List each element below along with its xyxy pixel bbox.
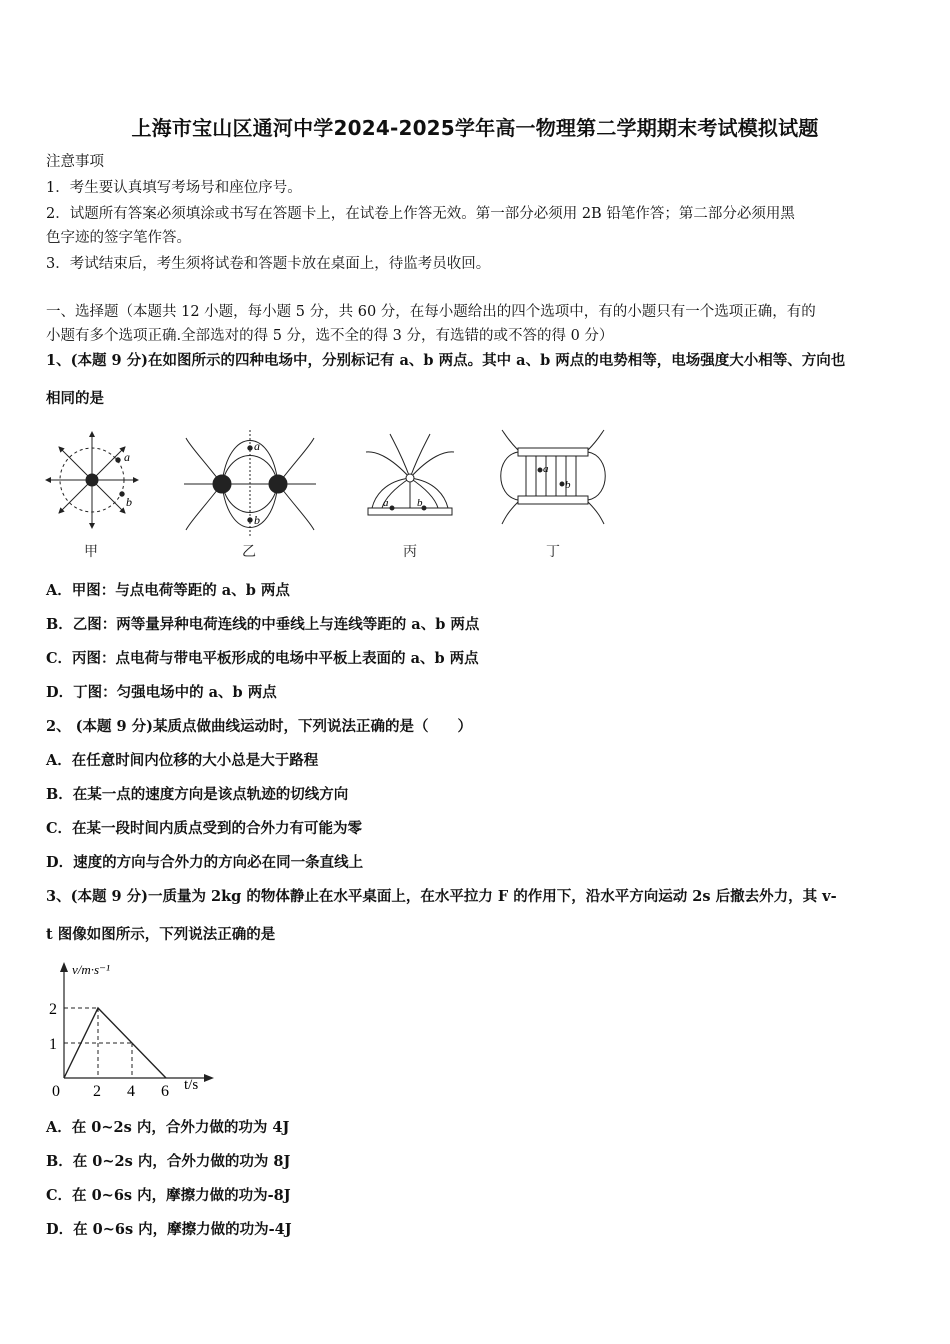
- page-title: 上海市宝山区通河中学2024-2025学年高一物理第二学期期末考试模拟试题: [131, 116, 819, 140]
- figure-label-bing: 丙: [403, 544, 417, 560]
- y-axis-arrow: [60, 962, 68, 972]
- q3-option-c: C．在 0~6s 内，摩擦力做的功为-8J: [46, 1187, 291, 1204]
- section-heading-line1: 一、选择题（本题共 12 小题，每小题 5 分，共 60 分，在每小题给出的四个选项中，有的小题只有一个选项正确，有的: [46, 304, 816, 320]
- q1-stem-line2: 相同的是: [46, 390, 104, 407]
- x-tick-4: 4: [127, 1083, 135, 1096]
- q1-option-b: B．乙图：两等量异种电荷连线的中垂线上与连线等距的 a、b 两点: [46, 616, 480, 633]
- figure-yi: [184, 430, 316, 536]
- q2-option-b: B．在某一点的速度方向是该点轨迹的切线方向: [46, 786, 349, 803]
- q3-option-d: D．在 0~6s 内，摩擦力做的功为-4J: [46, 1221, 292, 1238]
- notice-item-2: 2．试题所有答案必须填涂或书写在答题卡上，在试卷上作答无效。第一部分必须用 2B 铅笔作答；第二部分必须用黑: [46, 206, 795, 222]
- y-tick-2: 2: [49, 1001, 57, 1018]
- notice-item-1: 1．考生要认真填写考场号和座位序号。: [46, 180, 302, 196]
- figure-label-ding: 丁: [546, 544, 560, 560]
- q3-vt-chart: [40, 956, 220, 1096]
- jia-point-b: b: [126, 495, 132, 509]
- x-axis-label: t/s: [184, 1077, 199, 1093]
- q3-option-b: B．在 0~2s 内，合外力做的功为 8J: [46, 1153, 291, 1170]
- bing-point-a: a: [383, 497, 389, 509]
- yi-point-a: a: [254, 439, 260, 453]
- q3-stem-line2: t 图像如图所示，下列说法正确的是: [46, 926, 276, 943]
- x-tick-0: 0: [52, 1083, 60, 1096]
- notice-item-3: 3．考试结束后，考生须将试卷和答题卡放在桌面上，待监考员收回。: [46, 256, 491, 272]
- x-tick-6: 6: [161, 1083, 169, 1096]
- ding-point-a: a: [543, 463, 549, 475]
- q2-option-d: D．速度的方向与合外力的方向必在同一条直线上: [46, 854, 364, 871]
- figure-bing: [366, 434, 454, 515]
- q1-option-c: C．丙图：点电荷与带电平板形成的电场中平板上表面的 a、b 两点: [46, 650, 479, 667]
- x-tick-2: 2: [93, 1083, 101, 1096]
- q2-option-c: C．在某一段时间内质点受到的合外力有可能为零: [46, 820, 363, 837]
- notice-heading: 注意事项: [46, 154, 104, 170]
- jia-point-a: a: [124, 450, 130, 464]
- q1-field-figures: [40, 426, 620, 536]
- q1-stem-line1: 1、(本题 9 分)在如图所示的四种电场中，分别标记有 a、b 两点。其中 a、b 两点的电势相等，电场强度大小相等、方向也: [46, 352, 846, 369]
- y-tick-1: 1: [49, 1036, 57, 1053]
- notice-item-2-cont: 色字迹的签字笔作答。: [46, 230, 191, 246]
- q3-option-a: A．在 0~2s 内，合外力做的功为 4J: [46, 1119, 290, 1136]
- q3-stem-line1: 3、(本题 9 分)一质量为 2kg 的物体静止在水平桌面上，在水平拉力 F 的作用下，沿水平方向运动 2s 后撤去外力，其 v-: [46, 888, 837, 905]
- figure-ding: [501, 430, 606, 524]
- figure-jia: [46, 432, 138, 528]
- section-heading-line2: 小题有多个选项正确.全部选对的得 5 分，选不全的得 3 分，有选错的或不答的得 0 分）: [46, 328, 614, 344]
- q1-option-d: D．丁图：匀强电场中的 a、b 两点: [46, 684, 277, 701]
- figure-label-jia: 甲: [84, 544, 98, 560]
- q1-option-a: A．甲图：与点电荷等距的 a、b 两点: [46, 582, 290, 599]
- y-axis-label: v/m·s⁻¹: [72, 962, 110, 977]
- x-axis-arrow: [204, 1074, 214, 1082]
- q2-stem: 2、 (本题 9 分)某质点做曲线运动时，下列说法正确的是（ ）: [46, 718, 473, 735]
- bing-point-b: b: [417, 497, 423, 509]
- figure-label-yi: 乙: [242, 544, 256, 560]
- ding-point-b: b: [565, 479, 571, 491]
- q2-option-a: A．在任意时间内位移的大小总是大于路程: [46, 752, 319, 769]
- yi-point-b: b: [254, 513, 260, 527]
